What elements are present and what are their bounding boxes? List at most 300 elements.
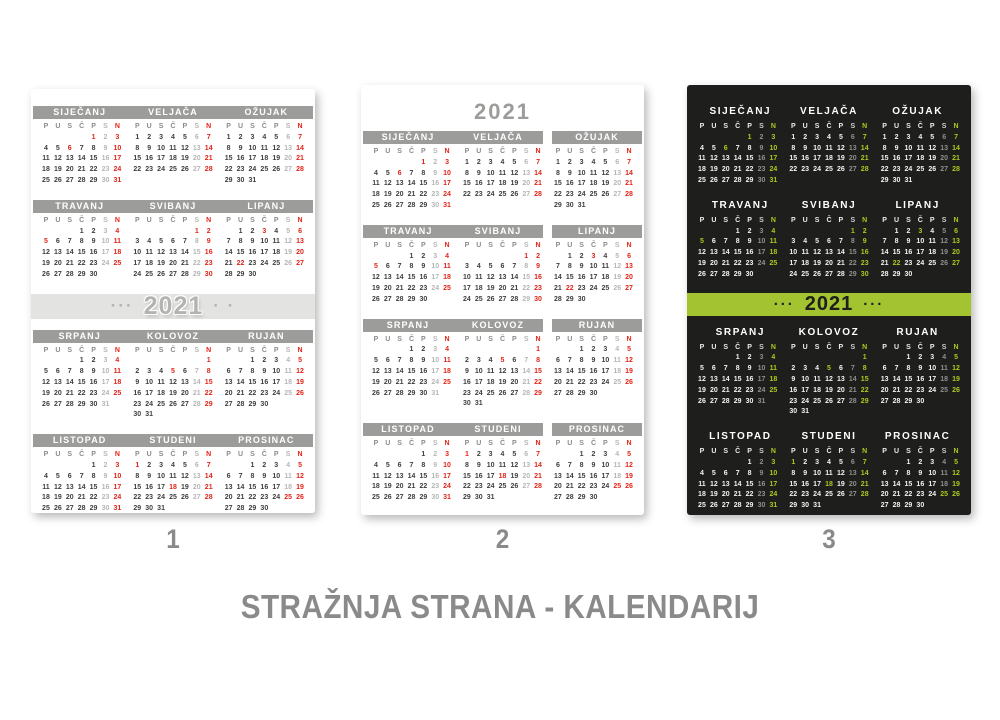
months-row	[687, 447, 971, 512]
day-cell: 20	[65, 166, 74, 174]
day-cell: 16	[577, 274, 586, 282]
day-cell: 23	[474, 483, 483, 491]
day-cell: 20	[510, 378, 519, 386]
day-cell: 15	[789, 155, 798, 163]
day-header-cell: S	[250, 451, 255, 459]
empty-cell	[811, 353, 823, 364]
empty-cell	[282, 504, 294, 515]
day-cell: 22	[463, 483, 471, 491]
month-grid	[131, 450, 214, 515]
day-cell: 18	[498, 180, 507, 188]
day-cell: 1	[421, 158, 426, 166]
day-cell: 15	[904, 480, 913, 488]
empty-cell	[744, 407, 756, 418]
day-cell: 13	[65, 483, 74, 491]
day-cell: 11	[260, 144, 269, 152]
day-cell: 31	[813, 502, 821, 510]
day-cell: 7	[536, 450, 541, 458]
day-cell: 14	[296, 144, 304, 152]
day-header-cell: Č	[79, 123, 85, 130]
day-cell: 11	[157, 378, 165, 386]
day-cell: 3	[433, 346, 438, 354]
day-cell: 15	[77, 378, 86, 386]
day-cell: 27	[952, 259, 960, 267]
empty-cell	[382, 158, 394, 169]
day-cell: 18	[372, 483, 380, 491]
month-header-bar	[33, 434, 313, 447]
month-name: SIJEČANJ	[53, 107, 107, 117]
day-cell: 16	[892, 155, 901, 163]
day-cell: 3	[579, 158, 584, 166]
day-cell: 8	[579, 357, 584, 365]
day-cell: 28	[77, 505, 86, 513]
month-name: VELJAČA	[800, 106, 858, 117]
day-cell: 6	[226, 368, 231, 376]
day-cell: 30	[89, 400, 98, 408]
day-cell: 2	[803, 133, 808, 141]
day-cell: 14	[565, 472, 574, 480]
empty-cell	[611, 493, 623, 504]
empty-cell	[179, 410, 191, 421]
day-cell: 23	[204, 259, 213, 267]
day-cell: 9	[536, 263, 541, 271]
empty-cell	[270, 270, 282, 281]
day-cell: 27	[224, 400, 233, 408]
day-header-cell: U	[711, 448, 717, 456]
month-grid	[370, 147, 453, 212]
day-cell: 4	[488, 357, 493, 365]
month-band	[361, 131, 644, 212]
month-name: TRAVANJ	[711, 199, 769, 211]
day-header-cell: P	[226, 346, 231, 354]
empty-cell	[203, 176, 215, 187]
day-header-cell: S	[285, 346, 291, 354]
empty-cell	[552, 345, 564, 356]
empty-cell	[370, 252, 382, 263]
day-cell: 8	[567, 263, 572, 271]
day-cell: 2	[567, 158, 572, 166]
day-cell: 13	[53, 378, 62, 386]
day-cell: 22	[745, 491, 754, 499]
day-cell: 10	[443, 461, 451, 469]
day-header-cell: Č	[917, 123, 923, 130]
day-cell: 23	[916, 386, 925, 394]
day-cell: 28	[880, 270, 889, 278]
day-cell: 12	[940, 238, 949, 246]
day-cell: 4	[615, 450, 620, 458]
day-cell: 15	[89, 155, 98, 163]
day-header-cell: S	[285, 216, 291, 224]
day-header-cell: Č	[735, 343, 741, 351]
empty-cell	[938, 501, 950, 512]
day-header-cell: Č	[79, 451, 85, 459]
day-cell: 11	[486, 367, 495, 375]
day-header-cell: N	[297, 123, 303, 130]
day-cell: 15	[733, 249, 742, 257]
day-cell: 25	[372, 201, 380, 209]
day-cell: 25	[940, 386, 949, 394]
day-header-cell: P	[929, 343, 935, 351]
day-cell: 7	[226, 238, 231, 246]
day-cell: 13	[498, 274, 507, 282]
day-header-cell: S	[250, 216, 255, 224]
day-cell: 20	[709, 386, 718, 394]
month-grid	[696, 216, 779, 281]
day-header-cell: P	[555, 335, 561, 343]
empty-cell	[76, 410, 88, 421]
day-cell: 15	[860, 375, 869, 383]
day-cell: 5	[373, 357, 378, 365]
day-cell: 18	[486, 378, 495, 386]
day-cell: 20	[554, 483, 562, 491]
day-cell: 1	[135, 461, 140, 469]
day-cell: 11	[113, 368, 122, 376]
month-header-row	[687, 326, 971, 340]
day-cell: 5	[930, 133, 935, 141]
day-cell: 6	[942, 133, 947, 141]
day-cell: 13	[848, 469, 857, 477]
day-cell: 21	[395, 378, 404, 386]
day-cell: 24	[928, 491, 937, 499]
day-cell: 11	[769, 365, 778, 373]
day-cell: 1	[135, 133, 140, 141]
empty-cell	[623, 493, 635, 504]
day-header-cell: Č	[590, 148, 597, 155]
day-header-cell: U	[55, 346, 61, 354]
day-cell: 27	[65, 505, 74, 513]
day-cell: 13	[284, 144, 293, 152]
day-cell: 4	[500, 158, 505, 166]
year-banner-green	[687, 293, 971, 316]
day-cell: 3	[771, 458, 776, 466]
day-cell: 26	[372, 295, 380, 303]
day-cell: 4	[942, 354, 947, 362]
day-cell: 27	[498, 295, 507, 303]
day-cell: 29	[236, 270, 245, 278]
day-cell: 4	[476, 263, 481, 271]
day-header-cell: P	[555, 148, 561, 155]
day-header-cell: Č	[79, 346, 85, 354]
day-cell: 25	[113, 259, 122, 267]
day-cell: 22	[554, 191, 562, 199]
day-cell: 1	[91, 461, 96, 469]
day-cell: 22	[192, 259, 201, 267]
day-header-cell: P	[182, 216, 188, 224]
day-header-cell: S	[432, 440, 438, 448]
day-cell: 10	[431, 357, 440, 365]
day-header-cell: P	[512, 440, 517, 448]
day-header-cell: U	[476, 335, 482, 343]
day-cell: 31	[443, 201, 451, 209]
day-cell: 27	[836, 397, 845, 405]
day-cell: 3	[930, 458, 935, 466]
day-cell: 4	[274, 227, 279, 235]
day-cell: 3	[159, 461, 164, 469]
day-cell: 20	[65, 494, 74, 502]
day-cell: 27	[625, 284, 633, 292]
day-cell: 13	[554, 472, 562, 480]
day-cell: 18	[498, 472, 507, 480]
day-cell: 11	[145, 249, 153, 257]
day-cell: 19	[372, 284, 380, 292]
day-cell: 2	[591, 450, 596, 458]
day-cell: 4	[500, 450, 505, 458]
day-cell: 20	[296, 249, 304, 257]
day-cell: 24	[577, 191, 586, 199]
day-cell: 30	[248, 270, 257, 278]
empty-cell	[294, 504, 306, 515]
day-cell: 16	[534, 274, 542, 282]
day-header-cell: Č	[408, 148, 415, 155]
day-cell: 26	[284, 259, 293, 267]
day-cell: 28	[192, 400, 201, 408]
day-cell: 21	[510, 284, 519, 292]
day-cell: 3	[918, 227, 923, 235]
month-name: VELJAČA	[473, 132, 523, 142]
day-header-cell: P	[43, 346, 49, 354]
day-cell: 20	[848, 155, 857, 163]
day-cell: 12	[952, 469, 960, 477]
day-cell: 23	[431, 483, 440, 491]
day-cell: 16	[757, 155, 766, 163]
day-cell: 7	[882, 238, 887, 246]
day-cell: 27	[65, 176, 74, 184]
day-cell: 16	[204, 249, 213, 257]
day-cell: 5	[385, 461, 390, 469]
day-cell: 4	[803, 238, 808, 246]
empty-cell	[950, 397, 962, 408]
day-header-cell: P	[603, 335, 608, 343]
day-header-cell: Č	[79, 216, 85, 224]
day-header-cell: Č	[170, 346, 176, 354]
month-header-bars	[363, 319, 642, 332]
day-cell: 15	[554, 180, 562, 188]
day-cell: 17	[101, 378, 110, 386]
day-header-cell: P	[747, 216, 752, 224]
day-cell: 11	[940, 469, 948, 477]
day-cell: 3	[274, 357, 279, 365]
month-name: RUJAN	[248, 330, 285, 341]
day-cell: 18	[825, 155, 833, 163]
day-cell: 26	[613, 284, 622, 292]
day-header-cell: U	[476, 241, 482, 249]
day-header-cell: S	[103, 123, 108, 130]
day-cell: 9	[421, 263, 426, 271]
day-cell: 12	[372, 274, 380, 282]
day-cell: 20	[952, 249, 960, 257]
empty-cell	[64, 227, 76, 238]
empty-cell	[52, 227, 64, 238]
day-cell: 4	[815, 365, 820, 373]
day-header-cell: Č	[261, 123, 267, 130]
day-cell: 25	[169, 166, 177, 174]
day-cell: 1	[91, 133, 96, 141]
day-cell: 24	[789, 270, 798, 278]
day-header-cell: S	[397, 148, 402, 155]
day-cell: 13	[709, 375, 718, 383]
day-cell: 17	[443, 472, 451, 480]
day-cell: 5	[512, 450, 517, 458]
empty-cell	[485, 201, 497, 212]
empty-cell	[720, 458, 732, 469]
day-cell: 7	[555, 263, 560, 271]
day-cell: 12	[928, 144, 937, 152]
day-cell: 20	[53, 259, 62, 267]
day-cell: 28	[554, 295, 562, 303]
day-cell: 22	[860, 386, 869, 394]
day-cell: 20	[192, 483, 201, 491]
day-cell: 12	[42, 249, 50, 257]
day-header-cell: U	[237, 346, 244, 354]
day-cell: 28	[407, 201, 416, 209]
day-cell: 9	[579, 263, 584, 271]
day-header-cell: U	[476, 440, 482, 448]
day-header-cell: P	[91, 451, 96, 459]
month-grid	[370, 241, 453, 306]
day-cell: 20	[522, 472, 531, 480]
empty-cell	[720, 227, 732, 238]
empty-cell	[191, 504, 203, 515]
day-cell: 14	[880, 249, 889, 257]
month-name: STUDENI	[149, 435, 197, 446]
empty-cell	[708, 458, 720, 469]
day-cell: 12	[625, 461, 633, 469]
day-cell: 5	[699, 365, 704, 373]
day-cell: 16	[145, 155, 154, 163]
day-cell: 30	[419, 295, 428, 303]
day-header-cell: P	[699, 343, 705, 351]
day-cell: 15	[407, 367, 416, 375]
empty-cell	[258, 176, 270, 187]
empty-cell	[203, 504, 215, 515]
month-name: VELJAČA	[148, 107, 198, 117]
day-header-cell: U	[55, 451, 61, 459]
empty-cell	[926, 397, 938, 408]
empty-cell	[497, 399, 509, 410]
day-header-cell: P	[464, 148, 470, 155]
day-cell: 6	[298, 227, 302, 235]
day-cell: 1	[536, 346, 541, 354]
day-cell: 20	[554, 378, 562, 386]
day-cell: 13	[825, 249, 833, 257]
day-header-cell: Č	[590, 335, 597, 343]
variant-label-1: 1	[166, 524, 180, 554]
day-cell: 14	[534, 169, 542, 177]
empty-cell	[938, 176, 950, 187]
day-cell: 20	[848, 480, 857, 488]
day-cell: 5	[942, 227, 947, 235]
day-cell: 12	[825, 375, 833, 383]
day-cell: 17	[157, 155, 165, 163]
day-header-cell: S	[523, 440, 529, 448]
day-header-cell: N	[862, 343, 868, 351]
day-cell: 3	[433, 252, 438, 260]
day-cell: 10	[474, 367, 483, 375]
day-cell: 11	[825, 469, 833, 477]
day-cell: 7	[567, 357, 572, 365]
day-cell: 22	[224, 166, 233, 174]
empty-cell	[623, 295, 635, 306]
month-grid	[461, 439, 544, 504]
day-cell: 8	[91, 472, 96, 480]
empty-cell	[394, 450, 406, 461]
empty-cell	[926, 407, 938, 418]
day-cell: 18	[613, 367, 622, 375]
day-cell: 18	[589, 180, 598, 188]
day-cell: 20	[383, 378, 392, 386]
empty-cell	[787, 176, 799, 187]
day-cell: 20	[498, 284, 507, 292]
day-cell: 13	[395, 180, 404, 188]
day-cell: 24	[145, 400, 154, 408]
empty-cell	[270, 400, 282, 411]
day-cell: 24	[157, 166, 165, 174]
empty-cell	[461, 252, 473, 263]
empty-cell	[926, 501, 938, 512]
day-cell: 7	[67, 238, 72, 246]
day-cell: 23	[757, 166, 766, 174]
day-header-cell: P	[699, 123, 705, 130]
day-cell: 11	[928, 238, 936, 246]
day-cell: 6	[55, 368, 60, 376]
day-cell: 16	[789, 386, 798, 394]
day-cell: 19	[940, 249, 949, 257]
day-header-cell: S	[614, 241, 620, 249]
day-cell: 24	[769, 491, 778, 499]
day-cell: 12	[698, 249, 706, 257]
day-cell: 30	[145, 505, 154, 513]
month-name: STUDENI	[801, 431, 857, 443]
day-cell: 27	[721, 502, 730, 510]
month-header-bar	[552, 423, 642, 436]
day-header-cell: P	[882, 448, 887, 456]
day-cell: 24	[813, 491, 821, 499]
day-cell: 14	[236, 483, 245, 491]
day-cell: 22	[89, 494, 98, 502]
day-cell: 29	[733, 397, 742, 405]
empty-cell	[497, 252, 509, 263]
day-cell: 12	[157, 249, 165, 257]
day-cell: 26	[928, 166, 937, 174]
empty-cell	[203, 410, 215, 421]
day-cell: 14	[407, 472, 416, 480]
day-header-cell: Č	[261, 346, 267, 354]
day-cell: 16	[89, 249, 98, 257]
day-cell: 7	[409, 169, 414, 177]
day-header-cell: U	[893, 448, 900, 456]
empty-cell	[131, 227, 143, 238]
day-cell: 10	[789, 249, 798, 257]
day-cell: 7	[512, 263, 517, 271]
month-name: SRPANJ	[715, 326, 766, 338]
day-cell: 9	[433, 461, 438, 469]
day-cell: 28	[721, 397, 730, 405]
empty-cell	[520, 201, 532, 212]
calendar-top-half	[687, 105, 971, 293]
day-cell: 9	[147, 144, 152, 152]
day-cell: 30	[789, 408, 798, 416]
day-cell: 19	[180, 483, 189, 491]
day-cell: 4	[171, 133, 175, 141]
day-header-cell: P	[555, 241, 561, 249]
day-cell: 21	[77, 494, 86, 502]
day-header-cell: P	[373, 335, 379, 343]
empty-cell	[811, 176, 823, 187]
day-cell: 23	[101, 494, 110, 502]
day-header-cell: S	[250, 123, 255, 130]
month-grid	[787, 447, 870, 512]
empty-cell	[64, 356, 76, 367]
